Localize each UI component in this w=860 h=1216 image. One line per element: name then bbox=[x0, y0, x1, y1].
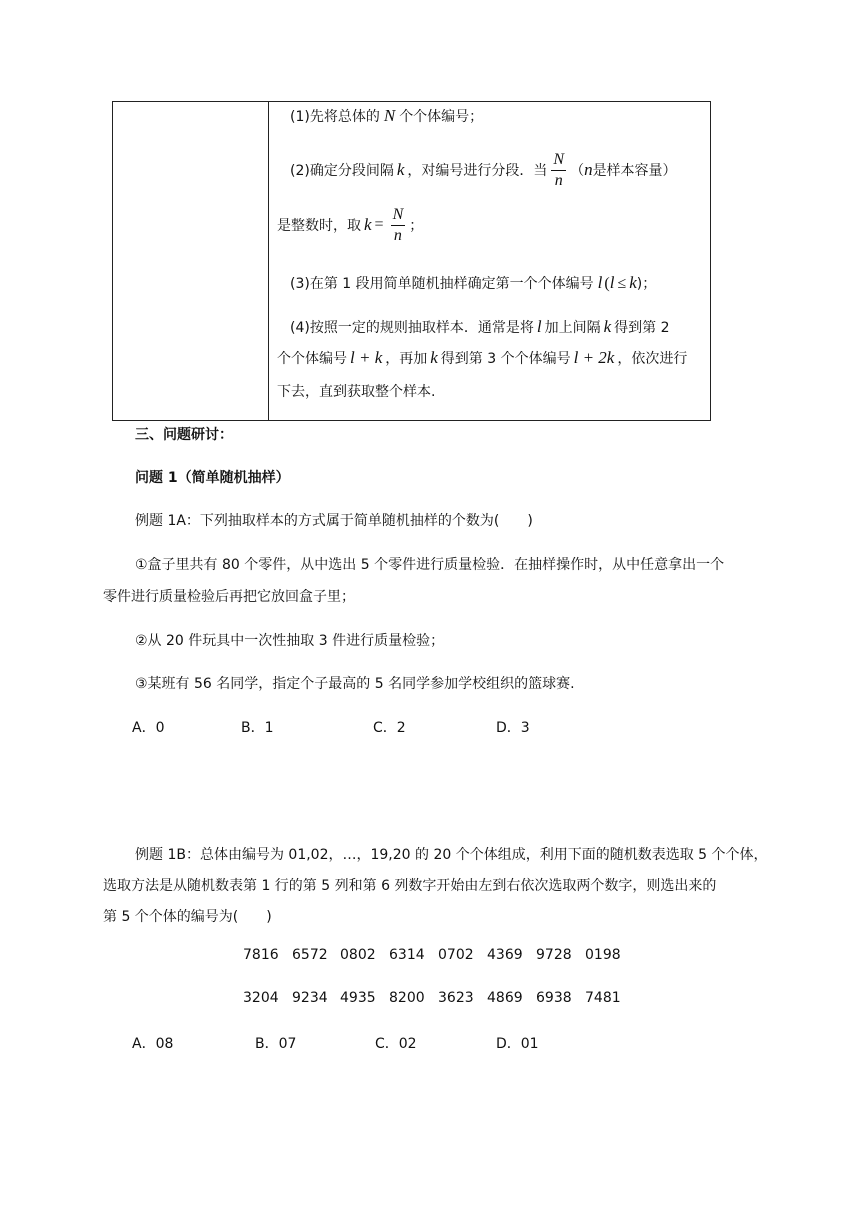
random-number-cell: 9234 bbox=[292, 990, 328, 1006]
step-4-l3: 下去，直到获取整个样本. bbox=[277, 384, 436, 400]
random-number-cell: 4935 bbox=[340, 990, 376, 1006]
random-number-cell: 6572 bbox=[292, 947, 328, 963]
step-3-cond-open: ( bbox=[604, 275, 610, 292]
step-4-l1-mid: 加上间隔 bbox=[544, 320, 601, 336]
step-2-line2-prefix: 是整数时，取 bbox=[277, 218, 361, 234]
step-3-cond-op: ≤ bbox=[617, 275, 627, 292]
step-3 bbox=[290, 273, 656, 293]
fraction2-numerator: N bbox=[391, 205, 406, 226]
step-4-l2-prefix: 个个体编号 bbox=[277, 351, 347, 367]
example-1a-option-a: A．0 bbox=[132, 720, 165, 736]
random-number-cell: 6314 bbox=[389, 947, 425, 963]
step-2-prefix: (2)确定分段间隔 bbox=[290, 163, 394, 179]
random-number-cell: 0802 bbox=[340, 947, 376, 963]
example-1a-option-c: C．2 bbox=[373, 720, 406, 736]
random-number-cell: 3623 bbox=[438, 990, 474, 1006]
step-4-l1-end: 得到第 2 bbox=[614, 320, 670, 336]
step-3-l: l bbox=[597, 273, 603, 292]
fraction-denominator: n bbox=[554, 171, 563, 189]
problem-1-heading: 问题 1（简单随机抽样） bbox=[135, 470, 290, 486]
example-1b-line-2: 选取方法是从随机数表第 1 行的第 5 列和第 6 列数字开始由左到右依次选取两个数字，则选出来的 bbox=[103, 878, 717, 894]
step-1-suffix: 个个体编号； bbox=[399, 109, 484, 125]
random-number-cell: 0198 bbox=[585, 947, 621, 963]
step-2-n: n bbox=[584, 160, 593, 179]
example-1b-option-c: C．02 bbox=[375, 1036, 417, 1052]
step-2-line-2 bbox=[277, 203, 423, 247]
example-1a-item-1-line-2: 零件进行质量检验后再把它放回盒子里； bbox=[103, 589, 355, 605]
example-1a-question: 例题 1A：下列抽取样本的方式属于简单随机抽样的个数为( ) bbox=[135, 513, 533, 529]
random-number-cell: 3204 bbox=[243, 990, 279, 1006]
example-1b-option-d: D．01 bbox=[496, 1036, 539, 1052]
step-2-eq-sign: = bbox=[374, 216, 384, 233]
step-4-line-3 bbox=[277, 381, 435, 401]
random-number-cell: 9728 bbox=[536, 947, 572, 963]
step-4-l1-l: l bbox=[536, 317, 542, 336]
table-column-divider bbox=[268, 102, 269, 420]
step-3-suffix: )； bbox=[636, 276, 657, 292]
example-1a-option-d: D．3 bbox=[496, 720, 530, 736]
fraction-numerator: N bbox=[551, 150, 566, 171]
step-4-l2-mid: ，再加 bbox=[385, 351, 428, 367]
step-1-var: N bbox=[383, 106, 396, 125]
fraction2-denominator: n bbox=[393, 226, 402, 244]
step-2-k: k bbox=[396, 160, 405, 179]
random-number-cell: 8200 bbox=[389, 990, 425, 1006]
step-4-l2-mid2: 得到第 3 个个体编号 bbox=[440, 351, 571, 367]
example-1a-item-3: ③某班有 56 名同学，指定个子最高的 5 名同学参加学校组织的篮球赛. bbox=[135, 676, 575, 692]
step-4-l1-k: k bbox=[603, 317, 612, 336]
random-number-cell: 7816 bbox=[243, 947, 279, 963]
step-3-cond-l: l bbox=[609, 273, 615, 292]
step-4-line-1 bbox=[290, 317, 669, 337]
fraction-N-over-n bbox=[551, 150, 566, 191]
step-3-cond-k: k bbox=[629, 273, 637, 292]
step-4-l2-expr: l + k bbox=[350, 348, 383, 367]
step-3-prefix: (3)在第 1 段用简单随机抽样确定第一个个体编号 bbox=[290, 276, 594, 292]
random-number-cell: 6938 bbox=[536, 990, 572, 1006]
example-1b-option-a: A．08 bbox=[132, 1036, 174, 1052]
example-1b-line-3: 第 5 个个体的编号为( ) bbox=[103, 909, 272, 925]
step-2-paren-text: 是样本容量） bbox=[592, 163, 677, 179]
step-1-prefix: (1)先将总体的 bbox=[290, 109, 380, 125]
section-heading: 三、问题研讨： bbox=[135, 427, 233, 443]
random-number-row-2 bbox=[0, 990, 860, 1010]
step-4-line-2 bbox=[277, 348, 687, 368]
step-4-l2-expr2: l + 2k bbox=[573, 348, 615, 367]
step-4-l2-k: k bbox=[430, 348, 438, 367]
step-2-eq-k: k bbox=[364, 215, 372, 234]
step-2-line2-end: ； bbox=[409, 218, 424, 234]
random-number-cell: 7481 bbox=[585, 990, 621, 1006]
step-2-mid: ，对编号进行分段．当 bbox=[407, 163, 548, 179]
step-4-l1-prefix: (4)按照一定的规则抽取样本．通常是将 bbox=[290, 320, 534, 336]
example-1a-option-b: B．1 bbox=[241, 720, 274, 736]
example-1a-item-2: ②从 20 件玩具中一次性抽取 3 件进行质量检验； bbox=[135, 633, 445, 649]
step-1 bbox=[290, 106, 483, 126]
example-1b-option-b: B．07 bbox=[255, 1036, 297, 1052]
random-number-cell: 4369 bbox=[487, 947, 523, 963]
fraction-N-over-n-2 bbox=[391, 205, 406, 246]
random-number-cell: 0702 bbox=[438, 947, 474, 963]
random-number-cell: 4869 bbox=[487, 990, 523, 1006]
random-number-row-1 bbox=[0, 947, 860, 967]
example-1a-item-1-line-1: ①盒子里共有 80 个零件，从中选出 5 个零件进行质量检验．在抽样操作时，从中任意拿出一个 bbox=[135, 557, 725, 573]
step-4-l2-end: ，依次进行 bbox=[617, 351, 688, 367]
step-2-line-1 bbox=[290, 148, 677, 192]
example-1b-line-1: 例题 1B：总体由编号为 01,02，…，19,20 的 20 个个体组成，利用下面的随机数表选取 5 个个体， bbox=[135, 847, 768, 863]
step-2-paren-open: （ bbox=[570, 163, 585, 179]
